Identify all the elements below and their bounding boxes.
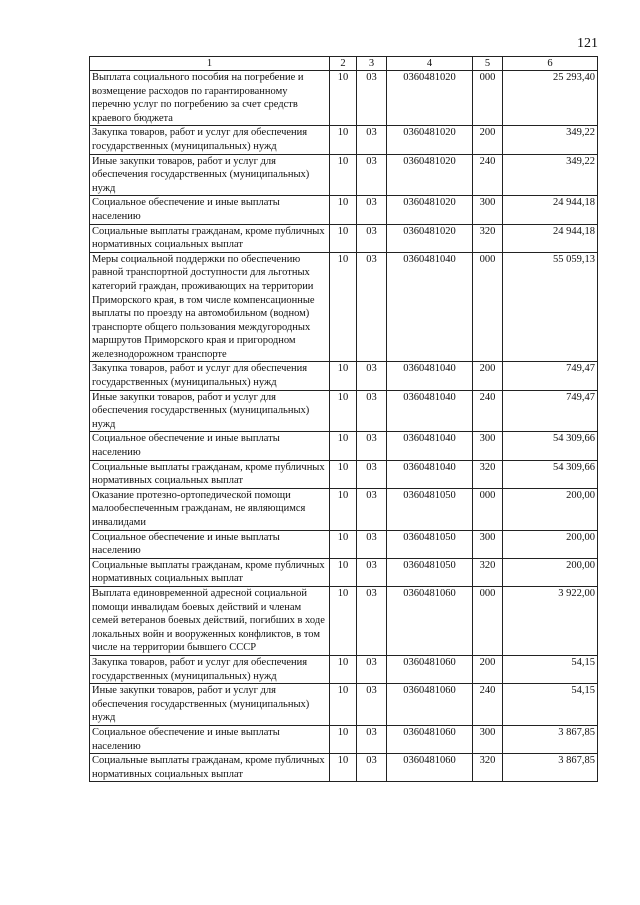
row-type-cell: 320: [473, 558, 503, 586]
row-section-cell: 10: [330, 432, 357, 460]
row-name-cell: Оказание протезно-ортопедической помощи малообеспеченным гражданам, не являющимся инвалидами: [90, 488, 330, 530]
row-subsection-cell: 03: [357, 126, 387, 154]
table-row: [90, 655, 598, 683]
row-target-cell: 0360481040: [387, 362, 473, 390]
header-row: [90, 57, 598, 71]
row-section-cell: 10: [330, 252, 357, 362]
row-section-cell: 10: [330, 655, 357, 683]
row-section-cell: 10: [330, 558, 357, 586]
row-subsection-cell: 03: [357, 754, 387, 782]
row-section-cell: 10: [330, 460, 357, 488]
row-type-cell: 300: [473, 432, 503, 460]
table-row: [90, 725, 598, 753]
table-row: [90, 224, 598, 252]
row-subsection-cell: 03: [357, 432, 387, 460]
row-subsection-cell: 03: [357, 224, 387, 252]
row-subsection-cell: 03: [357, 684, 387, 726]
row-name-cell: Социальные выплаты гражданам, кроме публичных нормативных социальных выплат: [90, 224, 330, 252]
row-target-cell: 0360481040: [387, 432, 473, 460]
row-section-cell: 10: [330, 196, 357, 224]
row-type-cell: 000: [473, 586, 503, 655]
page-number: 121: [577, 36, 598, 51]
row-target-cell: 0360481060: [387, 586, 473, 655]
row-amount-cell: 200,00: [503, 558, 598, 586]
row-amount-cell: 54,15: [503, 684, 598, 726]
table-row: [90, 754, 598, 782]
row-amount-cell: 55 059,13: [503, 252, 598, 362]
table-row: [90, 586, 598, 655]
row-type-cell: 000: [473, 71, 503, 126]
row-target-cell: 0360481050: [387, 530, 473, 558]
table-header: [90, 57, 598, 71]
row-target-cell: 0360481060: [387, 754, 473, 782]
row-name-cell: Социальное обеспечение и иные выплаты населению: [90, 725, 330, 753]
row-amount-cell: 749,47: [503, 390, 598, 432]
row-subsection-cell: 03: [357, 154, 387, 196]
row-type-cell: 240: [473, 684, 503, 726]
column-header-type: 5: [473, 57, 503, 71]
row-target-cell: 0360481040: [387, 390, 473, 432]
row-target-cell: 0360481020: [387, 196, 473, 224]
row-subsection-cell: 03: [357, 655, 387, 683]
row-name-cell: Иные закупки товаров, работ и услуг для обеспечения государственных (муниципальных) нужд: [90, 684, 330, 726]
row-subsection-cell: 03: [357, 586, 387, 655]
row-target-cell: 0360481040: [387, 252, 473, 362]
row-name-cell: Выплата единовременной адресной социальной помощи инвалидам боевых действий и членам семей ветеранов боевых действий, погибших в ходе локальных войн и вооруженных конфликтов, в том числе на территории бывшего СССР: [90, 586, 330, 655]
row-target-cell: 0360481040: [387, 460, 473, 488]
row-amount-cell: 54 309,66: [503, 460, 598, 488]
row-name-cell: Меры социальной поддержки по обеспечению равной транспортной доступности для льготных категорий граждан, проживающих на территории Приморского края, в том числе компенсационные выплаты по проезду на автомобильном (водном) транспорте общего пользования междугородных маршрутов Приморского края и пригородном железнодорожном транспорте: [90, 252, 330, 362]
table-body: [90, 71, 598, 782]
row-section-cell: 10: [330, 126, 357, 154]
row-target-cell: 0360481020: [387, 224, 473, 252]
row-type-cell: 240: [473, 390, 503, 432]
row-subsection-cell: 03: [357, 390, 387, 432]
row-name-cell: Социальное обеспечение и иные выплаты населению: [90, 432, 330, 460]
row-name-cell: Выплата социального пособия на погребение и возмещение расходов по гарантированному перечню услуг по погребению за счет средств краевого бюджета: [90, 71, 330, 126]
row-section-cell: 10: [330, 754, 357, 782]
row-section-cell: 10: [330, 725, 357, 753]
row-amount-cell: 3 867,85: [503, 754, 598, 782]
row-type-cell: 300: [473, 196, 503, 224]
row-type-cell: 200: [473, 126, 503, 154]
row-type-cell: 200: [473, 655, 503, 683]
row-type-cell: 000: [473, 488, 503, 530]
table-row: [90, 196, 598, 224]
row-name-cell: Закупка товаров, работ и услуг для обеспечения государственных (муниципальных) нужд: [90, 126, 330, 154]
row-subsection-cell: 03: [357, 725, 387, 753]
row-subsection-cell: 03: [357, 460, 387, 488]
table-row: [90, 558, 598, 586]
row-amount-cell: 200,00: [503, 530, 598, 558]
row-target-cell: 0360481050: [387, 558, 473, 586]
row-section-cell: 10: [330, 362, 357, 390]
row-subsection-cell: 03: [357, 488, 387, 530]
row-section-cell: 10: [330, 684, 357, 726]
row-amount-cell: 749,47: [503, 362, 598, 390]
row-name-cell: Социальное обеспечение и иные выплаты населению: [90, 196, 330, 224]
row-amount-cell: 24 944,18: [503, 224, 598, 252]
row-section-cell: 10: [330, 586, 357, 655]
row-name-cell: Закупка товаров, работ и услуг для обеспечения государственных (муниципальных) нужд: [90, 362, 330, 390]
table-row: [90, 460, 598, 488]
row-name-cell: Социальное обеспечение и иные выплаты населению: [90, 530, 330, 558]
column-header-amount: 6: [503, 57, 598, 71]
row-amount-cell: 24 944,18: [503, 196, 598, 224]
row-subsection-cell: 03: [357, 558, 387, 586]
row-type-cell: 320: [473, 754, 503, 782]
row-section-cell: 10: [330, 71, 357, 126]
row-target-cell: 0360481060: [387, 684, 473, 726]
row-type-cell: 200: [473, 362, 503, 390]
row-target-cell: 0360481060: [387, 725, 473, 753]
row-target-cell: 0360481020: [387, 154, 473, 196]
table-row: [90, 488, 598, 530]
row-subsection-cell: 03: [357, 196, 387, 224]
table-row: [90, 252, 598, 362]
row-type-cell: 320: [473, 224, 503, 252]
row-subsection-cell: 03: [357, 530, 387, 558]
row-target-cell: 0360481060: [387, 655, 473, 683]
row-subsection-cell: 03: [357, 71, 387, 126]
row-amount-cell: 3 922,00: [503, 586, 598, 655]
budget-table: [89, 56, 598, 782]
row-amount-cell: 54 309,66: [503, 432, 598, 460]
row-amount-cell: 54,15: [503, 655, 598, 683]
row-type-cell: 320: [473, 460, 503, 488]
row-target-cell: 0360481050: [387, 488, 473, 530]
row-target-cell: 0360481020: [387, 71, 473, 126]
row-amount-cell: 349,22: [503, 154, 598, 196]
row-type-cell: 240: [473, 154, 503, 196]
row-target-cell: 0360481020: [387, 126, 473, 154]
row-name-cell: Иные закупки товаров, работ и услуг для обеспечения государственных (муниципальных) нужд: [90, 390, 330, 432]
row-type-cell: 300: [473, 530, 503, 558]
row-amount-cell: 25 293,40: [503, 71, 598, 126]
table-row: [90, 71, 598, 126]
row-type-cell: 000: [473, 252, 503, 362]
row-section-cell: 10: [330, 154, 357, 196]
row-section-cell: 10: [330, 530, 357, 558]
row-amount-cell: 349,22: [503, 126, 598, 154]
table-row: [90, 362, 598, 390]
row-section-cell: 10: [330, 224, 357, 252]
row-subsection-cell: 03: [357, 362, 387, 390]
row-name-cell: Социальные выплаты гражданам, кроме публичных нормативных социальных выплат: [90, 460, 330, 488]
row-section-cell: 10: [330, 390, 357, 432]
table-row: [90, 432, 598, 460]
row-amount-cell: 3 867,85: [503, 725, 598, 753]
table-row: [90, 390, 598, 432]
row-name-cell: Закупка товаров, работ и услуг для обеспечения государственных (муниципальных) нужд: [90, 655, 330, 683]
column-header-target: 4: [387, 57, 473, 71]
row-amount-cell: 200,00: [503, 488, 598, 530]
column-header-section: 2: [330, 57, 357, 71]
column-header-name: 1: [90, 57, 330, 71]
column-header-subsection: 3: [357, 57, 387, 71]
table-row: [90, 154, 598, 196]
table-row: [90, 126, 598, 154]
row-subsection-cell: 03: [357, 252, 387, 362]
table-row: [90, 684, 598, 726]
row-name-cell: Социальные выплаты гражданам, кроме публичных нормативных социальных выплат: [90, 754, 330, 782]
table-row: [90, 530, 598, 558]
row-section-cell: 10: [330, 488, 357, 530]
row-name-cell: Иные закупки товаров, работ и услуг для обеспечения государственных (муниципальных) нужд: [90, 154, 330, 196]
row-name-cell: Социальные выплаты гражданам, кроме публичных нормативных социальных выплат: [90, 558, 330, 586]
row-type-cell: 300: [473, 725, 503, 753]
